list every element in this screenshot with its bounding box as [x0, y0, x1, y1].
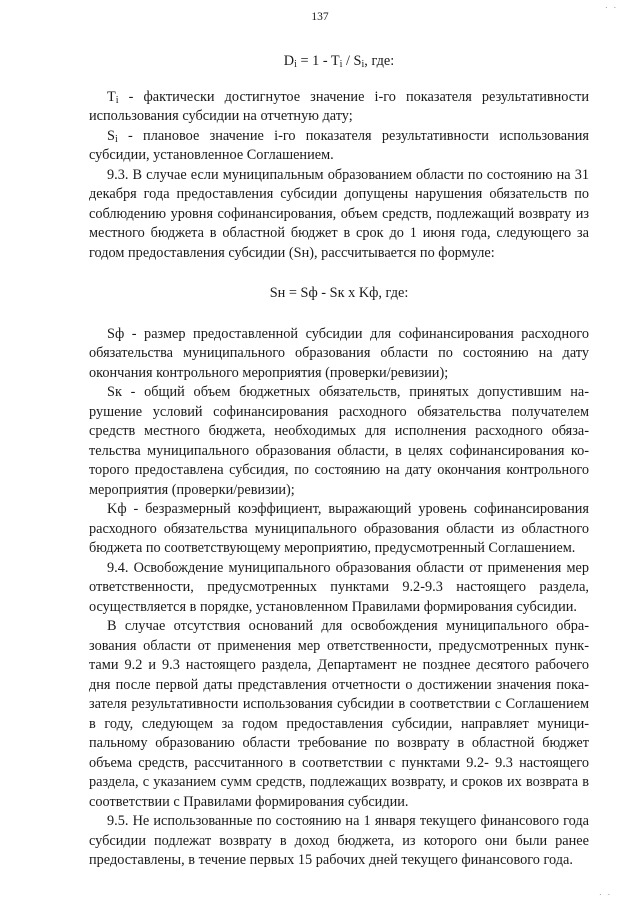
definition-sf: Sф - размер предоставленной субсидии для софинансирования расходного обязательства муниципального образования области по состоянию на дату окончания контрольного мероприятия (проверки/ревизии);: [89, 325, 589, 381]
page-number: 137: [311, 11, 329, 23]
definition-kf: Kф - безразмерный коэффициент, выражающий уровень софинансирования расходного обязательства муниципального образования области из областного бюджета по соответствующему мероприятию, предусмотренный Соглашением.: [89, 501, 589, 556]
scan-mark-bottom: . .: [599, 887, 612, 897]
paragraph-9-3: 9.3. В случае если муниципальным образованием области по состоянию на 31 декабря года предоставления субсидии допущены нарушения обязательств по соблюдению уровня софинансирования, объем средств, подлежащий возврату из местного бюджета в областной бюджет в срок до 1 июня года, следующего за годом предоставления субсидии (Sн), рассчитывается по формуле:: [89, 166, 589, 261]
paragraph-9-5: 9.5. Не использованные по состоянию на 1 января текущего финансового года субсидии подлежат возврату в доход бюджета, из которого они были ранее предоставлены, в течение первых 15 рабочих дней текущего финансового года.: [89, 813, 589, 868]
formula-deviation: [89, 52, 589, 72]
definition-t-subscript: i: [115, 94, 119, 106]
definition-t-symbol: T: [107, 88, 116, 105]
definition-s-text: - плановое значение i-го показателя результативности использования субсидии, установленное Соглашением.: [89, 127, 589, 163]
formula-middle: = 1 - T: [296, 53, 340, 69]
formula-d-subscript: i: [294, 59, 297, 70]
definition-s-symbol: S: [107, 127, 115, 144]
scan-mark-top: . .: [605, 0, 618, 10]
definition-sk: Sк - общий объем бюджетных обязательств, принятых допустившим нарушение условий софинансирования расходного обязательства получателем средств местного бюджета, необходимых для исполнения расходного обязательства муниципального образования области, в целях софинансирования которого предоставлена субсидия, по состоянию на дату окончания контрольного мероприятия (проверки/ревизии);: [89, 384, 589, 498]
paragraph-absence-of-grounds: В случае отсутствия оснований для освобождения муниципального образования области от применения мер ответственности, предусмотренных пунктами 9.2 и 9.3 настоящего раздела, Департамент не позднее десятого рабочего дня после первой даты представления отчетности о достижении значения показателя результативности использования субсидии в соответствии с Соглашением в году, следующем за годом предоставления субсидии, направляет муниципальному образованию области требование по возврату в областной бюджет объема средств, рассчитанного в соответствии с пунктами 9.2- 9.3 настоящего раздела, с указанием сумм средств, подлежащих возврату, и сроков их возврата в соответствии с Правилами формирования субсидии.: [89, 618, 589, 810]
definition-s-subscript: i: [114, 133, 118, 145]
formula-s-subscript: i: [361, 59, 365, 70]
definition-s: [89, 127, 589, 166]
definition-t-text: - фактически достигнутое значение i-го показателя результативности использования субсидии на отчетную дату;: [89, 88, 589, 124]
formula-return-amount: Sн = Sф - Sк x Kф, где:: [269, 285, 409, 301]
formula-t-subscript: i: [339, 59, 343, 70]
formula-tail: , где:: [364, 53, 395, 69]
document-body: [89, 52, 589, 871]
formula-slash: / S: [342, 53, 362, 69]
definition-t: [89, 88, 589, 127]
formula-d-symbol: D: [283, 53, 295, 69]
paragraph-9-4: 9.4. Освобождение муниципального образования области от применения мер ответственности, предусмотренных пунктами 9.2-9.3 настоящего раздела, осуществляется в порядке, установленном Правилами формирования субсидии.: [89, 559, 589, 615]
